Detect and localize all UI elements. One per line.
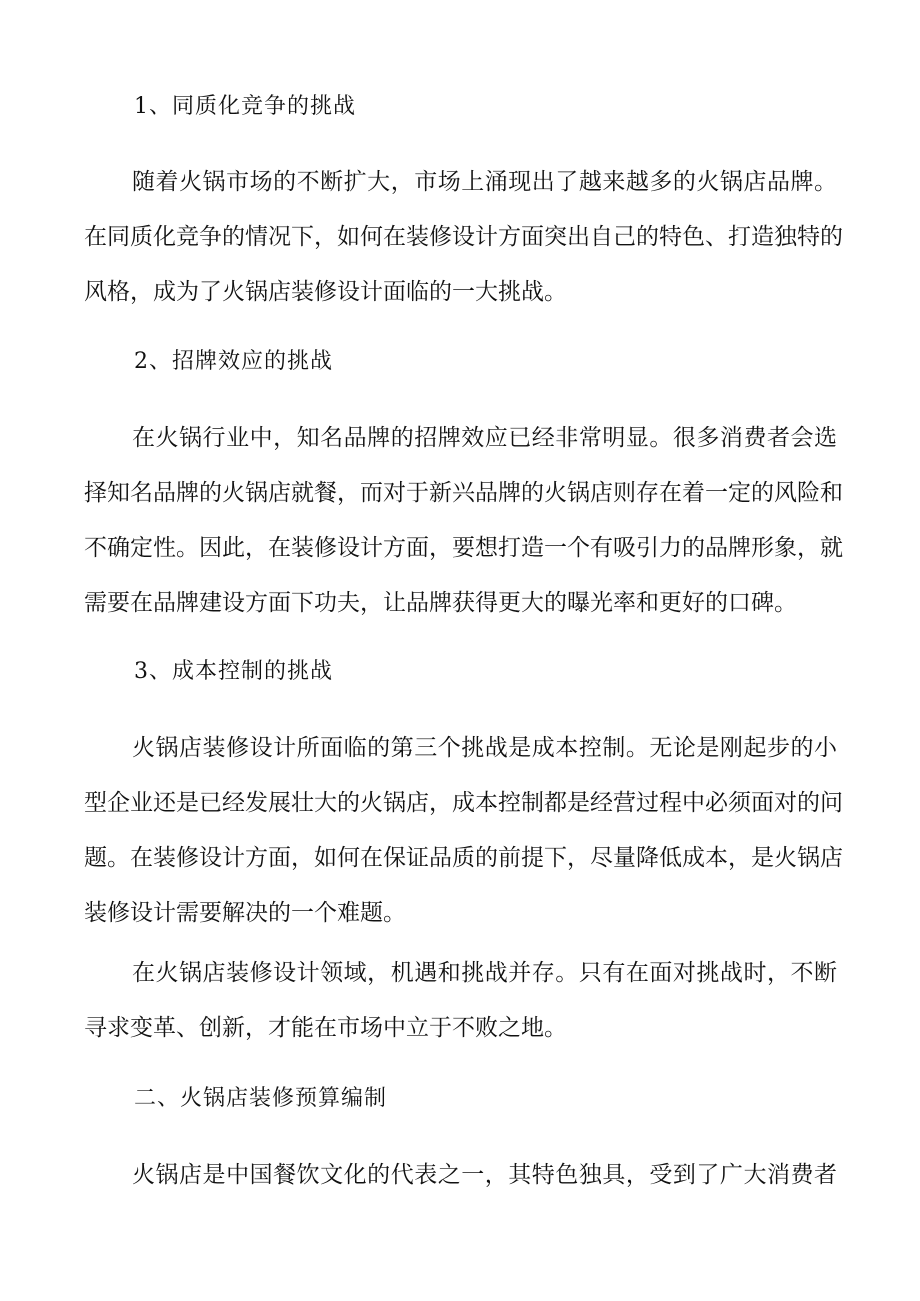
paragraph-line: 火锅店是中国餐饮文化的代表之一，其特色独具，受到了广大消费者 [132,1162,838,1188]
heading-cost-control: 3、成本控制的挑战 [134,659,333,684]
paragraph-line: 不确定性。因此，在装修设计方面，要想打造一个有吸引力的品牌形象，就 [84,535,843,561]
paragraph-line: 型企业还是已经发展壮大的火锅店，成本控制都是经营过程中必须面对的问 [84,790,843,816]
heading-homogeneous-competition: 1、同质化竞争的挑战 [134,94,356,119]
paragraph-line: 随着火锅市场的不断扩大，市场上涌现出了越来越多的火锅店品牌。 [132,169,838,195]
paragraph-line: 需要在品牌建设方面下功夫，让品牌获得更大的曝光率和更好的口碑。 [84,590,797,616]
paragraph-line: 在火锅行业中，知名品牌的招牌效应已经非常明显。很多消费者会选 [132,425,838,451]
heading-signboard-effect: 2、招牌效应的挑战 [134,349,333,374]
paragraph-line: 题。在装修设计方面，如何在保证品质的前提下，尽量降低成本，是火锅店 [84,845,843,871]
paragraph-line: 风格，成为了火锅店装修设计面临的一大挑战。 [84,279,567,305]
paragraph-line: 在同质化竞争的情况下，如何在装修设计方面突出自己的特色、打造独特的 [84,224,843,250]
paragraph-line: 择知名品牌的火锅店就餐，而对于新兴品牌的火锅店则存在着一定的风险和 [84,480,843,506]
section-heading-budget: 二、火锅店装修预算编制 [134,1086,388,1111]
paragraph-line: 在火锅店装修设计领域，机遇和挑战并存。只有在面对挑战时，不断 [132,960,838,986]
paragraph-line: 寻求变革、创新，才能在市场中立于不败之地。 [84,1015,567,1041]
paragraph-line: 装修设计需要解决的一个难题。 [84,900,406,926]
paragraph-line: 火锅店装修设计所面临的第三个挑战是成本控制。无论是刚起步的小 [132,735,838,761]
